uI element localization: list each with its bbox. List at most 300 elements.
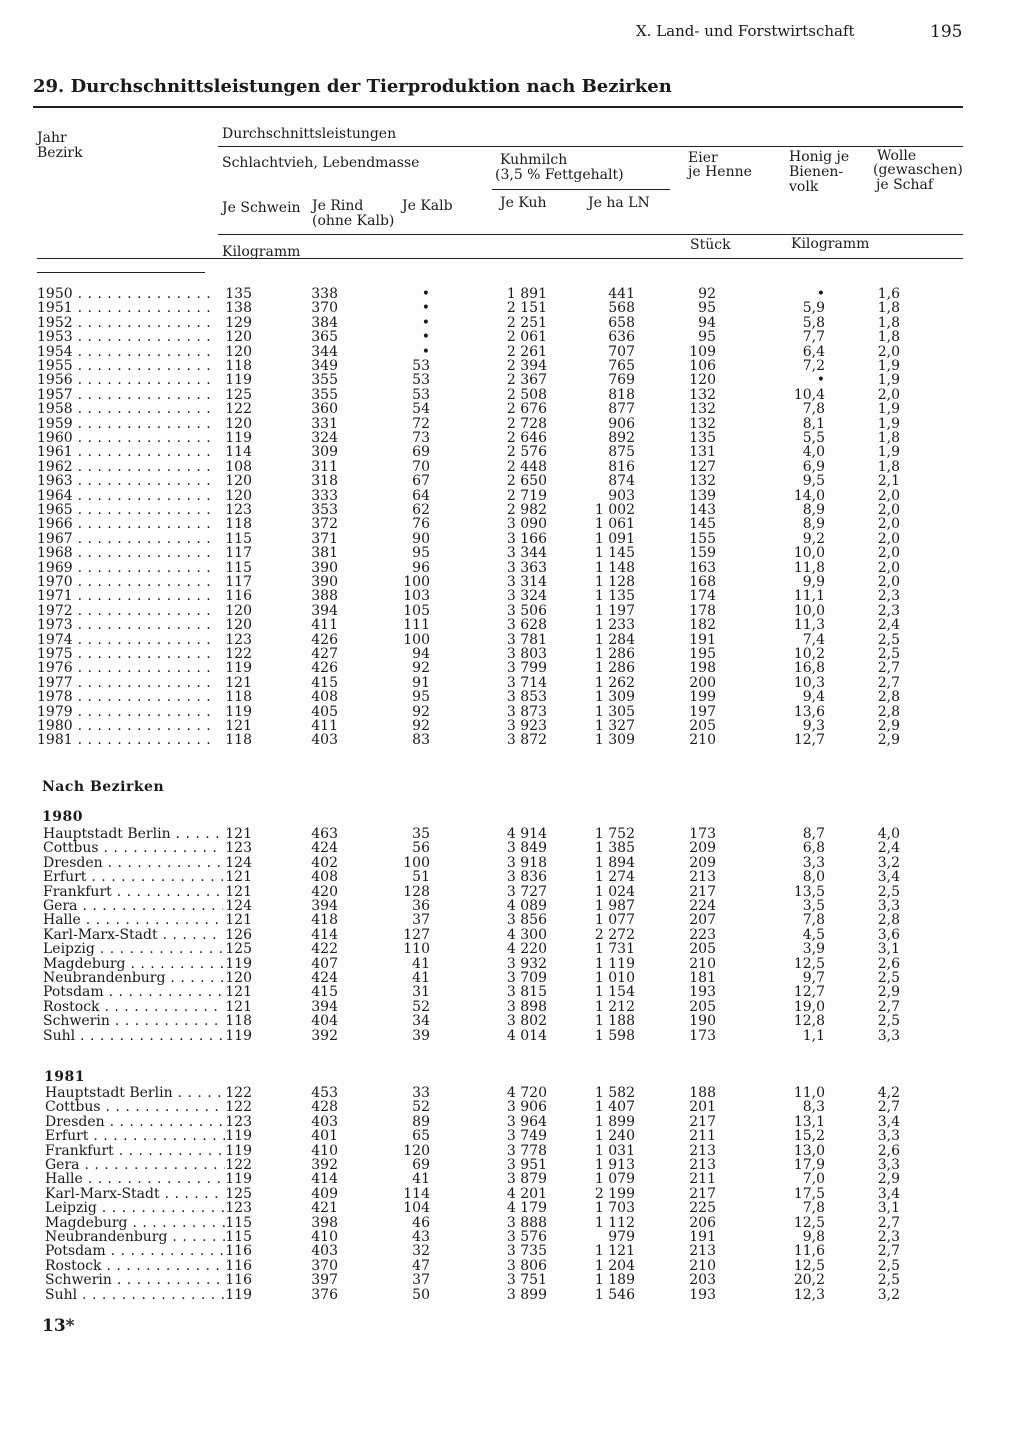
cell-je-ha-ln: 2 199 [594, 1185, 635, 1202]
cell-je-ha-ln: 1 233 [594, 617, 635, 634]
stub-rule [37, 272, 205, 273]
cell-honig: 17,9 [793, 1157, 825, 1173]
cell-je-schwein: 115 [225, 530, 252, 547]
cell-je-kalb: 47 [412, 1257, 430, 1274]
cell-je-kalb: 72 [412, 415, 430, 432]
cell-je-ha-ln: 1 305 [594, 703, 635, 720]
cell-je-kalb: 51 [412, 869, 430, 886]
cell-je-rind: 424 [311, 840, 338, 857]
cell-wolle: 2,8 [877, 703, 900, 720]
block-label-1981: 1981 [44, 1069, 85, 1085]
cell-je-ha-ln: 1 148 [594, 559, 635, 576]
cell-wolle: 2,7 [877, 998, 900, 1015]
cell-je-kuh: 3 806 [506, 1257, 547, 1274]
cell-je-schwein: 108 [225, 458, 252, 475]
cell-honig: 12,5 [793, 1257, 825, 1274]
cell-wolle: 3,3 [877, 1128, 900, 1145]
row-label: Suhl . . . [43, 1029, 223, 1043]
cell-je-rind: 394 [311, 602, 338, 619]
cell-honig: 13,1 [793, 1113, 825, 1130]
table-row [37, 330, 967, 344]
table-row [43, 1029, 973, 1043]
cell-je-kalb: 39 [412, 1027, 430, 1044]
cell-je-rind: 372 [311, 516, 338, 533]
row-label: 1965 . . . [37, 503, 217, 517]
cell-je-schwein: 135 [225, 286, 252, 302]
cell-je-kuh: 4 300 [506, 926, 547, 943]
cell-je-rind: 411 [311, 718, 338, 734]
cell-je-schwein: 123 [225, 1200, 252, 1217]
cell-honig: 9,7 [802, 970, 825, 986]
cell-je-kuh: 3 856 [506, 912, 547, 929]
row-label: 1979 . . . [37, 705, 217, 719]
cell-eier: 205 [689, 941, 716, 958]
cell-je-rind: 463 [311, 826, 338, 842]
cell-eier: 132 [689, 401, 716, 418]
cell-je-rind: 420 [311, 883, 338, 900]
cell-je-schwein: 119 [225, 660, 252, 677]
cell-honig: 11,6 [793, 1243, 825, 1260]
cell-je-schwein: 118 [225, 689, 252, 706]
signature-mark: 13* [42, 1316, 75, 1336]
cell-je-rind: 324 [311, 430, 338, 446]
cell-je-kuh: 3 166 [506, 530, 547, 547]
cell-honig: 9,5 [802, 473, 825, 490]
cell-eier: 195 [689, 646, 716, 662]
cell-wolle: 1,9 [877, 358, 900, 374]
cell-je-schwein: 120 [225, 602, 252, 619]
cell-je-ha-ln: 903 [608, 487, 635, 504]
table-row [37, 561, 967, 575]
cell-je-rind: 403 [311, 732, 338, 749]
cell-je-kuh: 2 394 [506, 358, 547, 374]
cell-je-ha-ln: 818 [608, 386, 635, 403]
cell-je-kalb: 69 [412, 444, 430, 461]
cell-je-rind: 404 [311, 1013, 338, 1030]
cell-je-kuh: 2 576 [506, 444, 547, 461]
cell-je-schwein: 118 [225, 732, 252, 749]
row-label: Suhl . . . [45, 1288, 225, 1302]
cell-honig: 6,9 [802, 458, 825, 475]
row-label: 1976 . . . [37, 661, 217, 675]
cell-je-kalb: 92 [412, 660, 430, 677]
cell-je-ha-ln: 2 272 [594, 926, 635, 943]
cell-wolle: 2,5 [877, 1272, 900, 1289]
cell-je-kuh: 3 363 [506, 559, 547, 576]
header-rule-bottom [37, 258, 963, 259]
cell-je-kalb: 33 [412, 1085, 430, 1101]
table-row [45, 1129, 975, 1143]
table-row [37, 445, 967, 459]
cell-je-rind: 414 [311, 926, 338, 943]
cell-je-rind: 453 [311, 1085, 338, 1101]
cell-je-schwein: 115 [225, 559, 252, 576]
cell-je-ha-ln: 1 024 [594, 883, 635, 900]
running-header: X. Land- und Forstwirtschaft [636, 22, 855, 40]
cell-honig: 10,2 [793, 646, 825, 662]
cell-eier: 205 [689, 998, 716, 1015]
cell-je-schwein: 117 [225, 574, 252, 590]
cell-honig: 13,5 [793, 883, 825, 900]
cell-honig: 11,8 [793, 559, 825, 576]
cell-je-schwein: 126 [225, 926, 252, 943]
cell-je-schwein: 118 [225, 358, 252, 374]
cell-je-schwein: 119 [225, 955, 252, 972]
cell-je-kuh: 3 576 [506, 1229, 547, 1245]
cell-je-schwein: 116 [225, 1272, 252, 1289]
cell-honig: 16,8 [793, 660, 825, 677]
table-row [37, 431, 967, 445]
cell-honig: 7,8 [802, 912, 825, 929]
cell-wolle: 2,0 [877, 487, 900, 504]
row-label: Hauptstadt Berlin . . . [43, 827, 223, 841]
cell-honig: 12,7 [793, 984, 825, 1001]
row-label: Magdeburg . . . [43, 957, 223, 971]
cell-honig: 10,4 [793, 386, 825, 403]
row-label: Cottbus . . . [45, 1100, 225, 1114]
row-label: 1953 . . . [37, 330, 217, 344]
cell-wolle: 2,8 [877, 689, 900, 706]
cell-wolle: 3,2 [877, 854, 900, 871]
cell-honig: 8,9 [802, 516, 825, 533]
row-label: 1981 . . . [37, 733, 217, 747]
row-label: Cottbus . . . [43, 841, 223, 855]
cell-je-rind: 398 [311, 1214, 338, 1231]
cell-je-kalb: 67 [412, 473, 430, 490]
cell-je-ha-ln: 1 197 [594, 602, 635, 619]
cell-wolle: 2,0 [877, 502, 900, 518]
cell-je-kuh: 4 220 [506, 941, 547, 958]
stub-header-year: Jahr [37, 130, 67, 146]
row-label: 1973 . . . [37, 618, 217, 632]
cell-wolle: 2,3 [877, 1229, 900, 1245]
cell-eier: 200 [689, 674, 716, 691]
cell-je-ha-ln: 1 077 [594, 912, 635, 929]
cell-je-kalb: 94 [412, 646, 430, 662]
cell-je-kalb: 73 [412, 430, 430, 446]
cell-je-schwein: 120 [225, 617, 252, 634]
cell-je-kuh: 4 179 [506, 1200, 547, 1217]
cell-eier: 210 [689, 732, 716, 749]
cell-honig: 9,8 [802, 1229, 825, 1245]
cell-je-kalb: 53 [412, 358, 430, 374]
cell-je-rind: 418 [311, 912, 338, 929]
table-row [45, 1100, 975, 1114]
cell-je-schwein: 116 [225, 1257, 252, 1274]
unit-kilogramm: Kilogramm [222, 244, 301, 260]
table-row [37, 676, 967, 690]
cell-wolle: 2,5 [877, 1257, 900, 1274]
cell-je-rind: 427 [311, 646, 338, 662]
cell-eier: 106 [689, 358, 716, 374]
cell-je-schwein: 117 [225, 545, 252, 562]
cell-eier: 181 [689, 970, 716, 986]
cell-je-kuh: 2 151 [506, 300, 547, 317]
cell-je-rind: 392 [311, 1027, 338, 1044]
cell-je-schwein: 119 [225, 703, 252, 720]
cell-je-kuh: 3 872 [506, 732, 547, 749]
table-row [37, 589, 967, 603]
header-durchschnitt: Durchschnittsleistungen [222, 126, 397, 142]
cell-je-rind: 414 [311, 1171, 338, 1188]
row-label: Erfurt . . . [45, 1129, 225, 1143]
cell-je-schwein: 122 [225, 1099, 252, 1116]
row-label: 1955 . . . [37, 359, 217, 373]
cell-je-kalb: 36 [412, 898, 430, 914]
cell-eier: 210 [689, 1257, 716, 1274]
cell-eier: 209 [689, 854, 716, 871]
cell-eier: 173 [689, 826, 716, 842]
header-kuhmilch-1: Kuhmilch [500, 152, 568, 168]
row-label: 1960 . . . [37, 431, 217, 445]
cell-honig: 9,2 [802, 530, 825, 547]
cell-je-ha-ln: 816 [608, 458, 635, 475]
cell-je-ha-ln: 1 188 [594, 1013, 635, 1030]
cell-je-ha-ln: 1 145 [594, 545, 635, 562]
row-label: Potsdam . . . [43, 985, 223, 999]
row-label: Dresden . . . [45, 1115, 225, 1129]
cell-je-kuh: 3 888 [506, 1214, 547, 1231]
cell-je-kuh: 3 314 [506, 574, 547, 590]
cell-je-kuh: 2 251 [506, 314, 547, 331]
cell-je-rind: 421 [311, 1200, 338, 1217]
cell-je-kalb: 100 [403, 631, 430, 648]
cell-je-ha-ln: 1 274 [594, 869, 635, 886]
cell-wolle: 3,4 [877, 869, 900, 886]
cell-je-rind: 338 [311, 286, 338, 302]
cell-je-kuh: 3 918 [506, 854, 547, 871]
cell-eier: 155 [689, 530, 716, 547]
cell-wolle: 2,7 [877, 1214, 900, 1231]
row-label: Schwerin . . . [43, 1014, 223, 1028]
row-label: 1954 . . . [37, 345, 217, 359]
cell-je-kuh: 3 628 [506, 617, 547, 634]
cell-je-schwein: 120 [225, 970, 252, 986]
cell-je-schwein: 114 [225, 444, 252, 461]
cell-eier: 225 [689, 1200, 716, 1217]
table-row [45, 1144, 975, 1158]
cell-je-rind: 403 [311, 1243, 338, 1260]
cell-wolle: 1,9 [877, 401, 900, 418]
table-row [43, 913, 973, 927]
row-label: 1956 . . . [37, 373, 217, 387]
cell-je-kuh: 2 719 [506, 487, 547, 504]
cell-je-ha-ln: 1 546 [594, 1286, 635, 1303]
cell-honig: 9,3 [802, 718, 825, 734]
cell-je-kuh: 3 836 [506, 869, 547, 886]
cell-je-schwein: 119 [225, 430, 252, 446]
cell-je-schwein: 115 [225, 1214, 252, 1231]
row-label: Magdeburg . . . [45, 1216, 225, 1230]
cell-eier: 120 [689, 372, 716, 389]
header-je-rind-1: Je Rind [312, 198, 364, 214]
cell-je-schwein: 125 [225, 1185, 252, 1202]
cell-je-rind: 344 [311, 343, 338, 360]
table-row [37, 633, 967, 647]
cell-je-rind: 309 [311, 444, 338, 461]
cell-je-schwein: 119 [225, 1027, 252, 1044]
cell-je-kuh: 3 714 [506, 674, 547, 691]
cell-je-kalb: • [421, 314, 430, 331]
table-row [37, 359, 967, 373]
cell-wolle: 2,0 [877, 343, 900, 360]
row-label: Leipzig . . . [43, 942, 223, 956]
cell-je-rind: 426 [311, 631, 338, 648]
cell-je-ha-ln: 1 309 [594, 689, 635, 706]
cell-je-kalb: 34 [412, 1013, 430, 1030]
row-label: 1951 . . . [37, 301, 217, 315]
table-row [37, 517, 967, 531]
cell-je-kuh: 3 803 [506, 646, 547, 662]
cell-wolle: 2,7 [877, 674, 900, 691]
cell-je-kalb: • [421, 300, 430, 317]
cell-je-rind: 410 [311, 1229, 338, 1245]
cell-eier: 213 [689, 1142, 716, 1159]
table-row [37, 604, 967, 618]
cell-je-ha-ln: 979 [608, 1229, 635, 1245]
row-label: 1959 . . . [37, 417, 217, 431]
table-row [45, 1259, 975, 1273]
row-label: Gera . . . [43, 899, 223, 913]
cell-je-schwein: 123 [225, 502, 252, 518]
cell-je-rind: 353 [311, 502, 338, 518]
table-row [37, 316, 967, 330]
row-label: Erfurt . . . [43, 870, 223, 884]
cell-je-kuh: 3 899 [506, 1286, 547, 1303]
cell-je-kuh: 1 891 [506, 286, 547, 302]
cell-je-kuh: 4 014 [506, 1027, 547, 1044]
cell-je-kalb: 46 [412, 1214, 430, 1231]
cell-je-ha-ln: 1 385 [594, 840, 635, 857]
cell-je-rind: 355 [311, 372, 338, 389]
cell-wolle: 3,6 [877, 926, 900, 943]
cell-je-rind: 408 [311, 869, 338, 886]
cell-je-ha-ln: 765 [608, 358, 635, 374]
table-row [37, 301, 967, 315]
cell-je-kuh: 3 964 [506, 1113, 547, 1130]
cell-je-kuh: 3 853 [506, 689, 547, 706]
cell-wolle: 2,6 [877, 955, 900, 972]
cell-honig: 3,3 [802, 854, 825, 871]
cell-je-kuh: 3 781 [506, 631, 547, 648]
table-row [43, 971, 973, 985]
cell-je-schwein: 120 [225, 473, 252, 490]
cell-je-kalb: 41 [412, 970, 430, 986]
cell-je-rind: 370 [311, 1257, 338, 1274]
cell-eier: 143 [689, 502, 716, 518]
cell-je-rind: 428 [311, 1099, 338, 1116]
cell-je-rind: 409 [311, 1185, 338, 1202]
cell-honig: 10,0 [793, 545, 825, 562]
cell-wolle: 1,9 [877, 444, 900, 461]
cell-wolle: 2,0 [877, 545, 900, 562]
cell-eier: 213 [689, 1243, 716, 1260]
cell-je-kuh: 3 879 [506, 1171, 547, 1188]
cell-je-kalb: 110 [403, 941, 430, 958]
cell-eier: 193 [689, 1286, 716, 1303]
cell-je-ha-ln: 1 189 [594, 1272, 635, 1289]
cell-honig: 3,9 [802, 941, 825, 958]
cell-je-ha-ln: 769 [608, 372, 635, 389]
cell-wolle: 2,3 [877, 588, 900, 605]
cell-je-schwein: 121 [225, 826, 252, 842]
row-label: Schwerin . . . [45, 1273, 225, 1287]
cell-je-kuh: 3 799 [506, 660, 547, 677]
cell-wolle: 2,6 [877, 1142, 900, 1159]
cell-honig: 12,5 [793, 955, 825, 972]
cell-je-kalb: 128 [403, 883, 430, 900]
cell-je-rind: 415 [311, 674, 338, 691]
cell-je-schwein: 121 [225, 674, 252, 691]
cell-honig: 5,9 [802, 300, 825, 317]
row-label: Leipzig . . . [45, 1201, 225, 1215]
cell-honig: 13,6 [793, 703, 825, 720]
cell-je-schwein: 123 [225, 840, 252, 857]
cell-je-kuh: 3 727 [506, 883, 547, 900]
row-label: Halle . . . [45, 1172, 225, 1186]
cell-je-kalb: 100 [403, 574, 430, 590]
cell-je-kalb: 103 [403, 588, 430, 605]
cell-je-rind: 390 [311, 574, 338, 590]
cell-eier: 210 [689, 955, 716, 972]
cell-je-ha-ln: 1 119 [594, 955, 635, 972]
cell-je-kuh: 4 201 [506, 1185, 547, 1202]
table-row [37, 489, 967, 503]
table-row [37, 503, 967, 517]
table-row [43, 928, 973, 942]
header-je-kalb: Je Kalb [402, 198, 453, 214]
cell-eier: 213 [689, 869, 716, 886]
table-row [45, 1172, 975, 1186]
cell-je-kuh: 2 448 [506, 458, 547, 475]
row-label: 1961 . . . [37, 445, 217, 459]
row-label: 1964 . . . [37, 489, 217, 503]
cell-honig: 11,1 [793, 588, 825, 605]
cell-je-kalb: 56 [412, 840, 430, 857]
cell-je-schwein: 121 [225, 883, 252, 900]
cell-honig: 10,0 [793, 602, 825, 619]
cell-je-kalb: 54 [412, 401, 430, 418]
cell-wolle: 3,3 [877, 898, 900, 914]
cell-je-kalb: 31 [412, 984, 430, 1001]
cell-je-schwein: 124 [225, 898, 252, 914]
cell-je-schwein: 119 [225, 1171, 252, 1188]
cell-je-ha-ln: 636 [608, 329, 635, 346]
cell-je-ha-ln: 875 [608, 444, 635, 461]
cell-eier: 135 [689, 430, 716, 446]
table-title: 29. Durchschnittsleistungen der Tierproduktion nach Bezirken [33, 76, 672, 97]
cell-honig: • [816, 372, 825, 389]
cell-je-ha-ln: 1 598 [594, 1027, 635, 1044]
cell-je-kalb: 95 [412, 545, 430, 562]
table-row [43, 841, 973, 855]
header-rule-milk [492, 189, 670, 190]
cell-je-kalb: • [421, 286, 430, 302]
cell-je-schwein: 116 [225, 1243, 252, 1260]
header-honig-3: volk [789, 179, 819, 195]
cell-je-ha-ln: 892 [608, 430, 635, 446]
cell-je-rind: 408 [311, 689, 338, 706]
row-label: 1966 . . . [37, 517, 217, 531]
cell-honig: 4,5 [802, 926, 825, 943]
cell-eier: 95 [698, 300, 716, 317]
cell-je-ha-ln: 1 752 [594, 826, 635, 842]
cell-eier: 168 [689, 574, 716, 590]
cell-honig: 10,3 [793, 674, 825, 691]
cell-wolle: 1,8 [877, 300, 900, 317]
cell-wolle: 2,0 [877, 559, 900, 576]
cell-wolle: 2,0 [877, 530, 900, 547]
